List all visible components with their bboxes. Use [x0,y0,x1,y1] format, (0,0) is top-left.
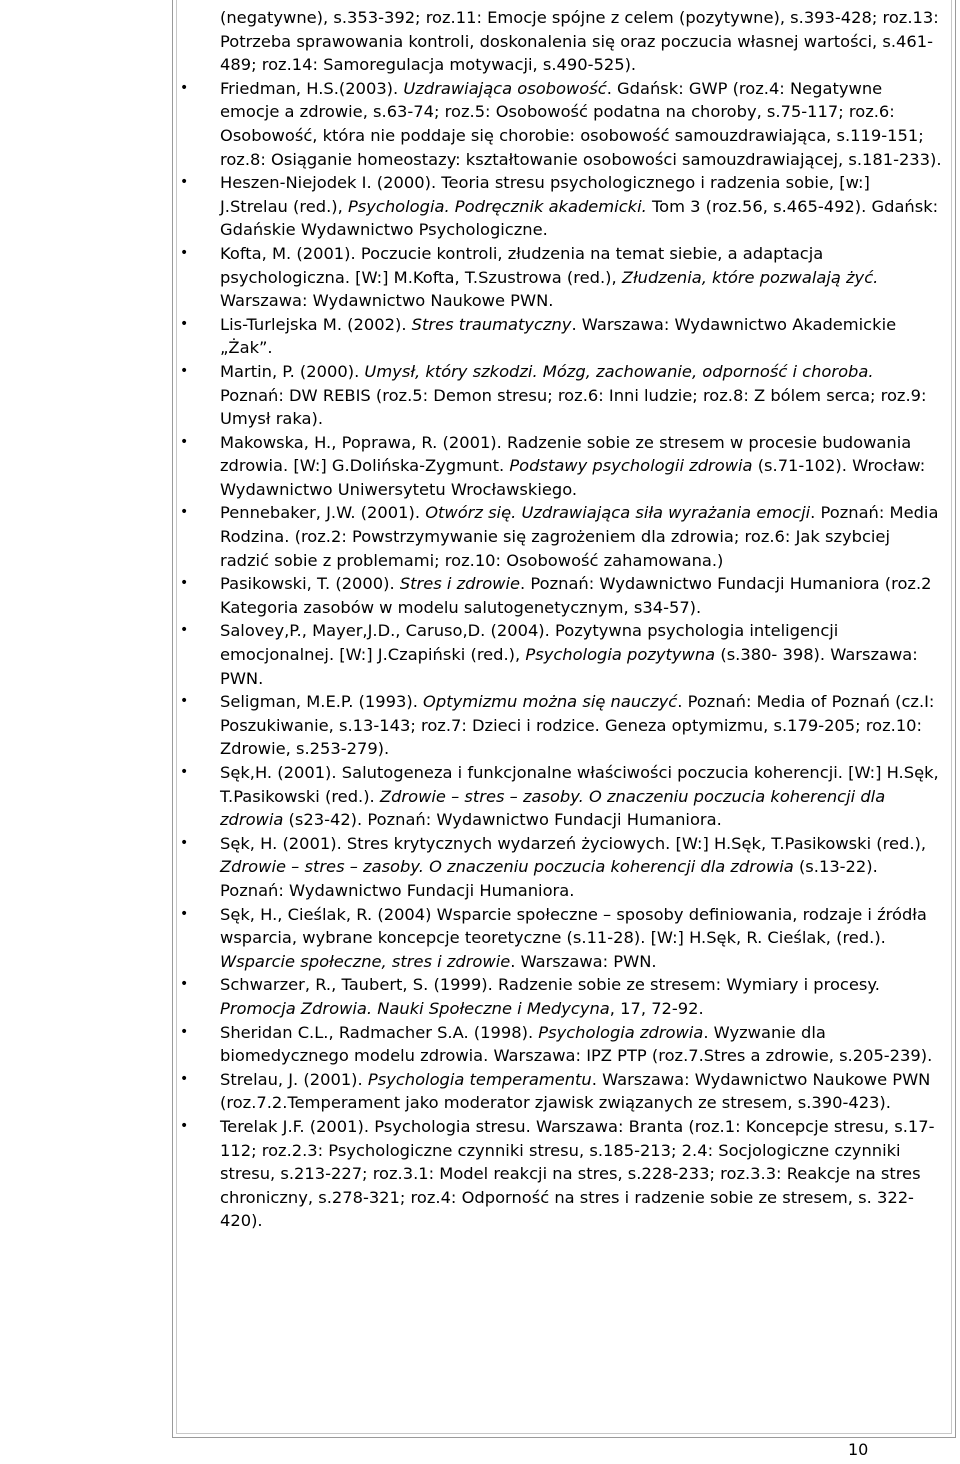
reference-text: Heszen-Niejodek I. (2000). Teoria stresu psychologicznego i radzenia sobie, [w:] J.Strelau (red.), [220,173,870,216]
reference-text: Pasikowski, T. (2000). [220,574,400,594]
reference-text: Strelau, J. (2001). [220,1069,368,1089]
reference-item [220,77,942,171]
reference-title-italic: Psychologia temperamentu [367,1069,592,1089]
reference-item [220,1115,942,1233]
reference-item [220,360,942,431]
reference-text: Sęk, H. (2001). Stres krytycznych wydarzeń życiowych. [W:] H.Sęk, T.Pasikowski (red.), [220,833,927,853]
reference-item [220,1021,942,1068]
reference-title-italic: Uzdrawiająca osobowość [403,78,607,98]
reference-text: Friedman, H.S.(2003). [220,78,404,98]
reference-item [220,903,942,974]
reference-text: Martin, P. (2000). [220,361,365,381]
reference-text: (s.13-22). Poznań: Wydawnictwo Fundacji Humaniora. [220,857,878,900]
reference-text: Kofta, M. (2001). Poczucie kontroli, złudzenia na temat siebie, a adaptacja psychologiczna. [W:] M.Kofta, T.Szustrowa (red.), [220,243,824,287]
reference-text: Warszawa: Wydawnictwo Naukowe PWN. [220,291,554,311]
reference-item [220,171,942,242]
page-number: 10 [848,1440,869,1459]
reference-item [220,6,942,77]
reference-text: . Poznań: Media Rodzina. (roz.2: Powstrzymywanie się zagrożeniem dla zdrowia; roz.6: Jak szybciej radzić sobie z problemami; roz.10: Osobowość zahamowana.) [220,503,939,570]
reference-text: Poznań: DW REBIS (roz.5: Demon stresu; roz.6: Inni ludzie; roz.8: Z bólem serca; roz.9: Umysł raka). [220,385,927,429]
reference-title-italic: Otwórz się. Uzdrawiająca siła wyrażania emocji [425,503,811,523]
reference-item [220,619,942,690]
reference-text: (negatywne), s.353-392; roz.11: Emocje spójne z celem (pozytywne), s.393-428; roz.13: Potrzeba sprawowania kontroli, doskonalenia się oraz poczucia własnej wartości, s.461-489; roz.14: Samoregulacja motywacji, s.490-525). [220,8,939,75]
reference-title-italic: Psychologia pozytywna [525,645,716,665]
reference-item [220,242,942,313]
reference-item [220,431,942,502]
reference-item [220,1068,942,1115]
reference-text: (s.380- 398). Warszawa: PWN. [220,645,918,688]
reference-text: Sęk,H. (2001). Salutogeneza i funkcjonalne właściwości poczucia koherencji. [W:] H.Sęk, T.Pasikowski (red.). [220,763,939,806]
reference-list [220,6,942,1233]
reference-text: (s.71-102). Wrocław: Wydawnictwo Uniwersytetu Wrocławskiego. [220,456,926,499]
reference-title-italic: Stres i zdrowie [399,574,521,594]
reference-text: Makowska, H., Poprawa, R. (2001). Radzenie sobie ze stresem w procesie budowania zdrowia. [W:] G.Dolińska-Zygmunt. [220,432,912,476]
reference-title-italic: Złudzenia, które pozwalają żyć. [621,267,879,287]
reference-text: . Warszawa: Wydawnictwo Akademickie „Żak”. [220,314,897,358]
reference-text: Tom 3 (roz.56, s.465-492). Gdańsk: Gdańskie Wydawnictwo Psychologiczne. [220,196,939,240]
reference-text: Terelak J.F. (2001). Psychologia stresu. Warszawa: Branta (roz.1: Koncepcje stresu, s.17-112; roz.2.3: Psychologiczne czynniki stresu, s.185-213; 2.4: Socjologiczne czynniki stresu, s.213-227; roz.3.1: Model reakcji na stres, s.228-233; roz.3.3: Reakcje na stres chroniczny, s.278-321; roz.4: Odporność na stres i radzenie sobie ze stresem, s. 322-420). [220,1116,935,1231]
reference-text: . Gdańsk: GWP (roz.4: Negatywne emocje a zdrowie, s.63-74; roz.5: Osobowość podatna na choroby, s.75-117; roz.6: Osobowość, która nie poddaje się chorobie: osobowość samouzdrawiająca, s.119-151; roz.8: Osiąganie homeostazy: kształtowanie osobowości samouzdrawiającej, s.181-233). [220,78,942,169]
reference-text: . Warszawa: PWN. [510,951,657,971]
reference-title-italic: Podstawy psychologii zdrowia [509,456,753,476]
reference-item [220,832,942,903]
reference-item [220,690,942,761]
reference-text: . Poznań: Wydawnictwo Fundacji Humaniora (roz.2 Kategoria zasobów w modelu salutogenetycznym, s34-57). [220,574,932,617]
reference-text: Sęk, H., Cieślak, R. (2004) Wsparcie społeczne – sposoby definiowania, rodzaje i źródła wsparcia, wybrane koncepcje teoretyczne (s.11-28). [W:] H.Sęk, R. Cieślak, (red.). [220,904,927,948]
reference-text: Salovey,P., Mayer,J.D., Caruso,D. (2004). Pozytywna psychologia inteligencji emocjonalnej. [W:] J.Czapiński (red.), [220,621,839,665]
reference-text: Schwarzer, R., Taubert, S. (1999). Radzenie sobie ze stresem: Wymiary i procesy. [220,975,880,995]
reference-title-italic: Optymizmu można się nauczyć [423,692,678,712]
reference-title-italic: Umysł, który szkodzi. Mózg, zachowanie, odporność i choroba. [364,361,874,381]
reference-title-italic: Psychologia zdrowia [538,1022,704,1042]
reference-text: , 17, 72-92. [609,998,704,1018]
reference-item [220,973,942,1020]
reference-text: (s23-42). Poznań: Wydawnictwo Fundacji Humaniora. [283,810,722,830]
reference-title-italic: Wsparcie społeczne, stres i zdrowie [220,951,511,971]
reference-title-italic: Zdrowie – stres – zasoby. O znaczeniu poczucia koherencji dla zdrowia [220,786,886,830]
reference-text: . Poznań: Media of Poznań (cz.I: Poszukiwanie, s.13-143; roz.7: Dzieci i rodzice. Geneza optymizmu, s.179-205; roz.10: Zdrowie, s.253-279). [220,692,935,759]
reference-title-italic: Psychologia. Podręcznik akademicki. [347,196,647,216]
reference-text: Lis-Turlejska M. (2002). [220,314,412,334]
reference-item [220,313,942,360]
reference-title-italic: Zdrowie – stres – zasoby. O znaczeniu poczucia koherencji dla zdrowia [220,857,794,877]
reference-item [220,572,942,619]
reference-text: . Wyzwanie dla biomedycznego modelu zdrowia. Warszawa: IPZ PTP (roz.7.Stres a zdrowie, s.205-239). [220,1022,933,1066]
reference-item [220,761,942,832]
reference-item [220,501,942,572]
reference-text: Seligman, M.E.P. (1993). [220,692,424,712]
reference-text: Pennebaker, J.W. (2001). [220,503,426,523]
reference-title-italic: Promocja Zdrowia. Nauki Społeczne i Medycyna [220,998,610,1018]
reference-title-italic: Stres traumatyczny [411,314,572,334]
reference-text: . Warszawa: Wydawnictwo Naukowe PWN (roz.7.2.Temperament jako moderator zjawisk związanych ze stresem, s.390-423). [220,1069,931,1113]
reference-text: Sheridan C.L., Radmacher S.A. (1998). [220,1022,539,1042]
